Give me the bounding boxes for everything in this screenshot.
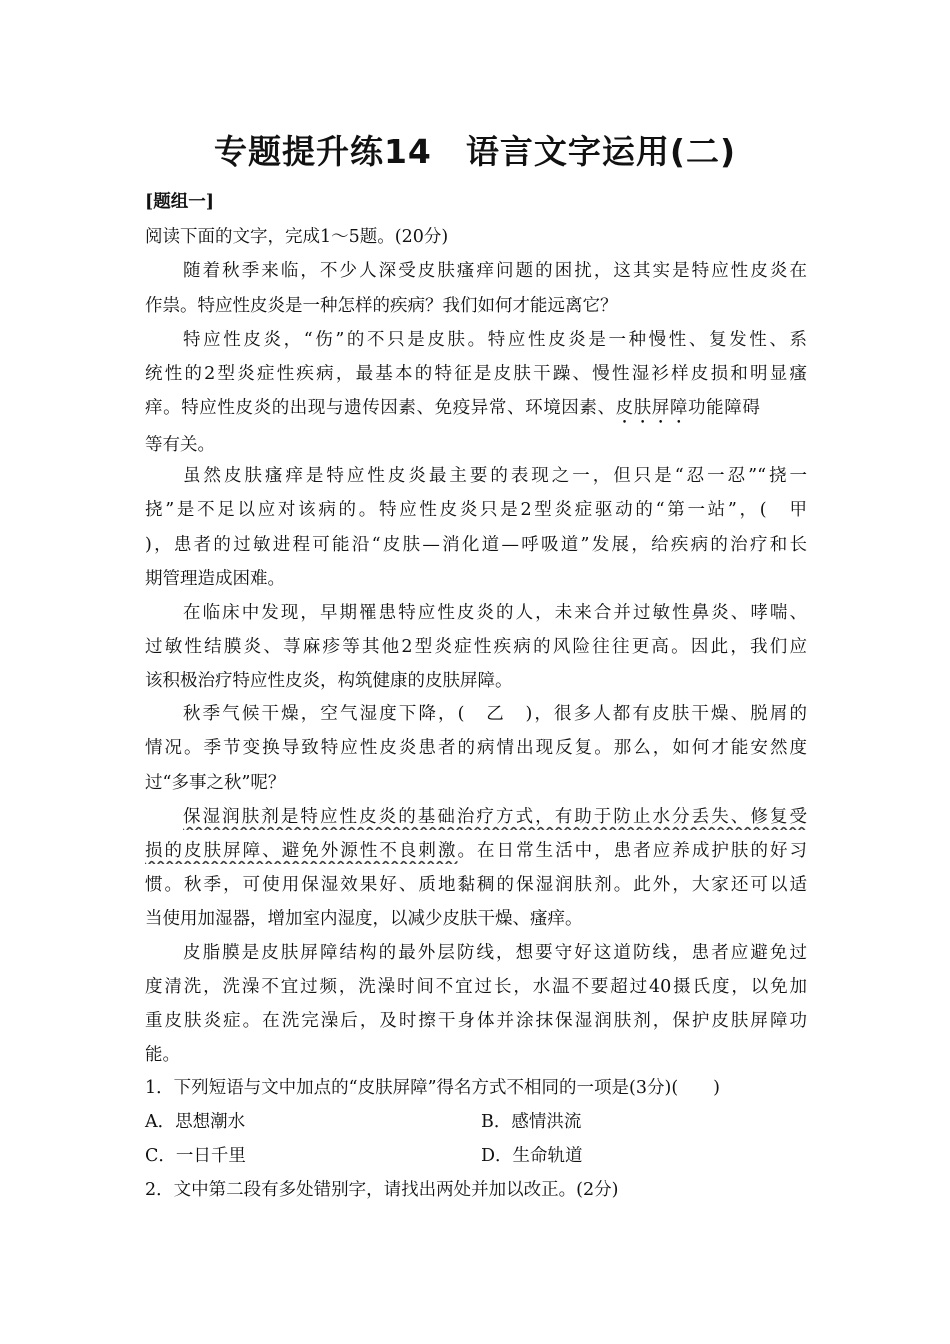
passage-line: 度清洗，洗澡不宜过频，洗澡时间不宜过长，水温不要超过40摄氏度，以免加 <box>145 977 807 997</box>
passage-line: )，患者的过敏进程可能沿“皮肤—消化道—呼吸道”发展，给疾病的治疗和长 <box>145 535 807 555</box>
passage-line: 在临床中发现，早期罹患特应性皮炎的人，未来合并过敏性鼻炎、哮喘、 <box>183 603 807 623</box>
passage-line: 情况。季节变换导致特应性皮炎患者的病情出现反复。那么，如何才能安然度 <box>145 738 807 758</box>
passage-line: 随着秋季来临，不少人深受皮肤瘙痒问题的困扰，这其实是特应性皮炎在 <box>183 261 807 281</box>
passage-line: 过敏性结膜炎、荨麻疹等其他2型炎症性疾病的风险往往更高。因此，我们应 <box>145 637 807 657</box>
passage-line: 等有关。 <box>145 435 215 455</box>
instruction: 阅读下面的文字，完成1～5题。(20分) <box>145 227 449 247</box>
passage-line: 重皮肤炎症。在洗完澡后，及时擦干身体并涂抹保湿润肤剂，保护皮肤屏障功 <box>145 1011 807 1031</box>
passage-line: 秋季气候干燥，空气湿度下降，( 乙 )，很多人都有皮肤干燥、脱屑的 <box>183 704 807 724</box>
passage-line: 期管理造成困难。 <box>145 569 285 589</box>
question-2-stem: 2．文中第二段有多处错别字，请找出两处并加以改正。(2分) <box>145 1180 619 1200</box>
passage-line: 过“多事之秋”呢？ <box>145 773 286 793</box>
passage-line: 虽然皮肤瘙痒是特应性皮炎最主要的表现之一，但只是“忍一忍”“挠一 <box>183 466 807 486</box>
passage-line <box>145 395 807 428</box>
group-label: [题组一] <box>145 192 215 212</box>
passage-line: 当使用加湿器，增加室内湿度，以减少皮肤干燥、瘙痒。 <box>145 909 583 929</box>
q1-option-c: C．一日千里 <box>145 1146 246 1166</box>
q1-option-a: A．思想潮水 <box>145 1112 246 1132</box>
passage-line: 特应性皮炎，“伤”的不只是皮肤。特应性皮炎是一种慢性、复发性、系 <box>183 330 807 350</box>
passage-line-underlined: 保湿润肤剂是特应性皮炎的基础治疗方式，有助于防止水分丢失、修复受 <box>183 807 807 827</box>
passage-line: 皮脂膜是皮肤屏障结构的最外层防线，想要守好这道防线，患者应避免过 <box>183 943 807 963</box>
page-title: 专题提升练14 语言文字运用(二) <box>213 132 737 171</box>
passage-line: 挠”是不足以应对该病的。特应性皮炎只是2型炎症驱动的“第一站”，( 甲 <box>145 500 807 520</box>
underlined-text: 损的皮肤屏障、避免外源性不良刺激 <box>145 841 458 861</box>
passage-text: 。在日常生活中，患者应养成护肤的好习 <box>457 841 807 861</box>
dotted-term-skin-barrier: 皮肤屏障 <box>615 398 689 418</box>
passage-line: 惯。秋季，可使用保湿效果好、质地黏稠的保湿润肤剂。此外，大家还可以适 <box>145 875 807 895</box>
question-1-stem: 1．下列短语与文中加点的“皮肤屏障”得名方式不相同的一项是(3分)( ) <box>145 1078 720 1098</box>
passage-text: 功能障碍 <box>688 398 761 418</box>
passage-line: 该积极治疗特应性皮炎，构筑健康的皮肤屏障。 <box>145 671 513 691</box>
passage-line: 作祟。特应性皮炎是一种怎样的疾病？我们如何才能远离它？ <box>145 296 618 316</box>
q1-option-b: B．感情洪流 <box>481 1112 582 1132</box>
passage-text: 痒。特应性皮炎的出现与遗传因素、免疫异常、环境因素、 <box>145 398 616 418</box>
passage-line: 能。 <box>145 1045 180 1065</box>
passage-line <box>145 838 807 864</box>
passage-line: 统性的2型炎症性疾病，最基本的特征是皮肤干躁、慢性湿衫样皮损和明显瘙 <box>145 364 807 384</box>
q1-option-d: D．生命轨道 <box>481 1146 583 1166</box>
